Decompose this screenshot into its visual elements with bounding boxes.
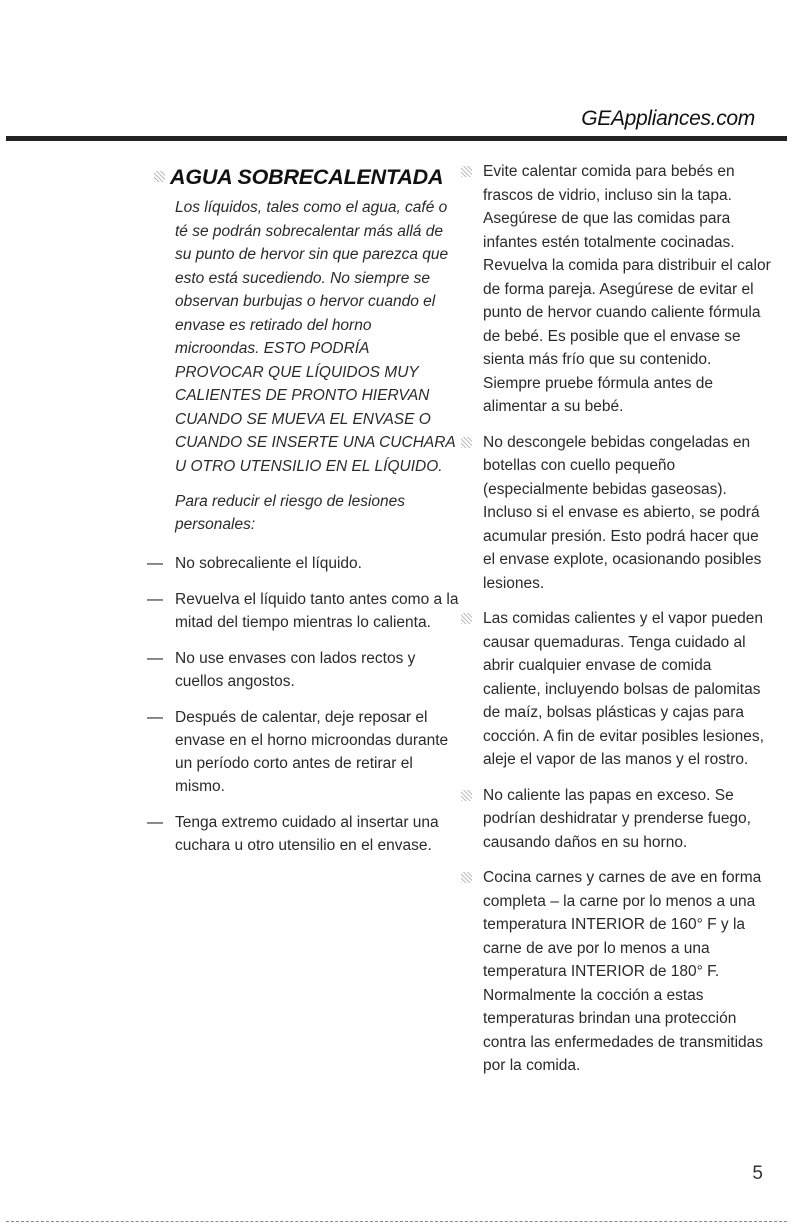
tip-text: No caliente las papas en exceso. Se podrían deshidratar y prenderse fuego, causando daños en su horno.: [483, 786, 751, 851]
list-item: — Revuelva el líquido tanto antes como a la mitad del tiempo mientras lo calienta.: [175, 588, 460, 634]
tip-item: [472, 784, 772, 855]
bullet-square-icon: [461, 872, 472, 883]
page-number: 5: [752, 1163, 763, 1184]
dash-icon: —: [147, 709, 163, 726]
header-website: GEAppliances.com: [581, 107, 755, 130]
warning-heading: [170, 164, 460, 190]
tip-text: Cocina carnes y carnes de ave en forma completa – la carne por lo menos a una temperatura INTERIOR de 160° F y la carne de ave por lo menos a una temperatura INTERIOR de 180° F. Normalmente la cocción a estas temperaturas brindan una protección contra las enfermedades de transmitidas por la comida.: [483, 869, 764, 1074]
footer-rule: [6, 1221, 787, 1222]
list-item: — No sobrecaliente el líquido.: [175, 552, 460, 575]
dash-icon: —: [147, 814, 163, 831]
warning-body-caps: ESTO PODRÍA PROVOCAR QUE LÍQUIDOS MUY CALIENTES DE PRONTO HIERVAN CUANDO SE MUEVA EL ENVASE O CUANDO SE INSERTE UNA CUCHARA U OTRO UTENSILIO EN EL LÍQUIDO.: [175, 340, 456, 475]
tip-item: [472, 160, 772, 419]
dash-icon: —: [147, 650, 163, 667]
bullet-square-icon: [461, 437, 472, 448]
tip-text: Evite calentar comida para bebés en frascos de vidrio, incluso sin la tapa. Asegúrese de que las comidas para infantes estén totalmente cocinadas. Revuelva la comida para distribuir el calor de forma pareja. Asegúrese de evitar el punto de hervor cuando caliente fórmula de bebé. Es posible que el envase se sienta más frío que su contenido. Siempre pruebe fórmula antes de alimentar a su bebé.: [483, 163, 771, 415]
tip-item: [472, 607, 772, 772]
bullet-square-icon: [461, 166, 472, 177]
bullet-square-icon: [461, 790, 472, 801]
dash-icon: —: [147, 555, 163, 572]
warning-body: [175, 196, 460, 478]
right-column: [472, 160, 772, 1090]
warning-body-italic: Los líquidos, tales como el agua, café o té se podrán sobrecalentar más allá de su punto de hervor sin que parezca que esto está sucediendo. No siempre se observan burbujas o hervor cuando el envase es retirado del horno microondas.: [175, 199, 449, 357]
warning-title: AGUA SOBRECALENTADA: [170, 165, 444, 189]
tip-item: [472, 866, 772, 1078]
left-column: [147, 160, 460, 870]
precaution-list: [147, 552, 460, 857]
list-item: — No use envases con lados rectos y cuellos angostos.: [175, 647, 460, 693]
bullet-square-icon: [461, 613, 472, 624]
tip-text: No descongele bebidas congeladas en botellas con cuello pequeño (especialmente bebidas gaseosas). Incluso si el envase es abierto, se podrá acumular presión. Esto podrá hacer que el envase explote, ocasionando posibles lesiones.: [483, 433, 762, 592]
reduce-risk-intro: Para reducir el riesgo de lesiones personales:: [175, 493, 406, 533]
dash-icon: —: [147, 591, 163, 608]
tip-item: [472, 431, 772, 596]
list-item: — Después de calentar, deje reposar el envase en el horno microondas durante un período corto antes de retirar el mismo.: [175, 706, 460, 798]
bullet-square-icon: [154, 171, 165, 182]
tip-text: Las comidas calientes y el vapor pueden causar quemaduras. Tenga cuidado al abrir cualquier envase de comida caliente, incluyendo bolsas de palomitas de maíz, bolsas plásticas y cajas para cocción. A fin de evitar posibles lesiones, aleje el vapor de las manos y el rostro.: [483, 610, 764, 768]
header-rule: [6, 136, 787, 141]
list-item: — Tenga extremo cuidado al insertar una cuchara u otro utensilio en el envase.: [175, 811, 460, 857]
